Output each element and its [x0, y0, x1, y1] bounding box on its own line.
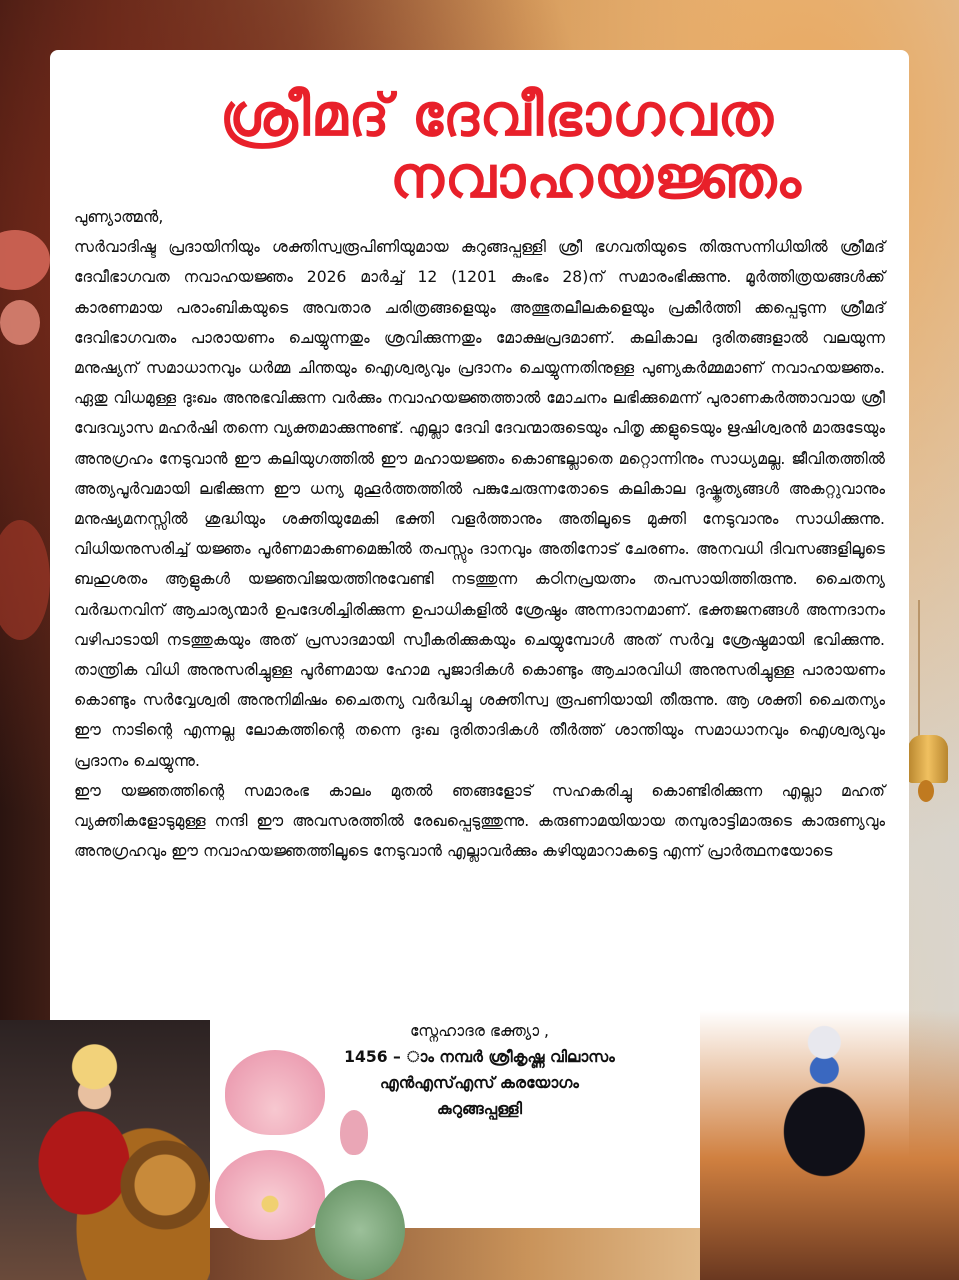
lotus-bud-icon [340, 1110, 368, 1155]
signature-line-1: 1456 – ാം നമ്പർ ശ്രീകൃഷ്ണ വിലാസം [344, 1048, 615, 1066]
title-line-2: നവാഹയജ്ഞം [390, 143, 802, 211]
salutation: പുണ്യാത്മൻ, [74, 208, 164, 226]
temple-bell-icon [908, 735, 948, 783]
lion-image [120, 1140, 210, 1230]
bell-clapper [918, 780, 934, 802]
bell-rope [918, 600, 920, 740]
background-blossom [0, 300, 40, 345]
background-blossom [0, 520, 50, 640]
title-line-1: ശ്രീമദ് ദേവീഭാഗവത [220, 81, 774, 149]
letter-body [74, 202, 885, 866]
signature-line-3: കുറുങ്ങപ്പള്ളി [437, 1100, 522, 1118]
signature-line-2: എൻഎസ്എസ് കരയോഗം [380, 1074, 579, 1092]
paragraph-2: ഈ യജ്ഞത്തിന്റെ സമാരംഭ കാലം മുതൽ ഞങ്ങളോട് സഹകരിച്ചു കൊണ്ടിരിക്കുന്ന എല്ലാ മഹത് വ്യക്തികളോടുമുള്ള നന്ദി ഈ അവസരത്തിൽ രേഖപ്പെടുത്തുന്നു. കരുണാമയിയായ തമ്പുരാട്ടിമാരുടെ കാരുണ്യവും അനുഗ്രഹവും ഈ നവാഹയജ്ഞത്തിലൂടെ നേടുവാൻ എല്ലാവർക്കും കഴിയുമാറാകട്ടെ എന്ന് പ്രാർത്ഥനയോടെ [74, 781, 885, 861]
lotus-flower-icon [215, 1150, 325, 1240]
lotus-flower-icon [225, 1050, 325, 1135]
paragraph-1: സർവാദിഷ്ട പ്രദായിനിയും ശക്തിസ്വരൂപിണിയുമായ കുറുങ്ങപ്പള്ളി ശ്രീ ഭഗവതിയുടെ തിരുസന്നിധിയിൽ ശ്രീമദ് ദേവീഭാഗവത നവാഹയജ്ഞം 2026 മാർച്ച് 12 (1201 കുംഭം 28)ന് സമാരംഭിക്കുന്നു. മൂർത്തിത്രയങ്ങൾക്ക് കാരണമായ പരാംബികയുടെ അവതാര ചരിത്രങ്ങളെയും അത്ഭുതലീലകളെയും പ്രകീർത്തി ക്കപ്പെടുന്ന ശ്രീമദ് ദേവിഭാഗവതം പാരായണം ചെയ്യുന്നതും ശ്രവിക്കുന്നതും മോക്ഷപ്രദമാണ്. കലികാല ദുരിതങ്ങളാൽ വലയുന്ന മനുഷ്യന് സമാധാനവും ധർമ്മ ചിന്തയും ഐശ്വര്യവും പ്രദാനം ചെയ്യുന്നതിനുള്ള പുണ്യകർമ്മമാണ് നവാഹയജ്ഞം. ഏതു വിധമുള്ള ദുഃഖം അനുഭവിക്കുന്ന വർക്കും നവാഹയജ്ഞത്താൽ മോചനം ലഭിക്കുമെന്ന് പുരാണകർത്താവായ ശ്രീ വേദവ്യാസ മഹർഷി തന്നെ വ്യക്തമാക്കുന്നുണ്ട്. എല്ലാ ദേവി ദേവന്മാരുടെയും പിതൃ ക്കളുടെയും ഋഷിശ്വരൻ മാരുടേയും അനുഗ്രഹം നേടുവാൻ ഈ കലിയുഗത്തിൽ ഈ മഹായജ്ഞം കൊണ്ടല്ലാതെ മറ്റൊന്നിനും സാധ്യമല്ല. ജീവിതത്തിൽ അത്യപൂർവമായി ലഭിക്കുന്ന ഈ ധന്യ മുഹൂർത്തത്തിൽ പങ്കുചേരുന്നതോടെ കലികാല ദുഷ്കൃത്യങ്ങൾ അകറ്റുവാനും മനുഷ്യമനസ്സിൽ ശുദ്ധിയും ശക്തിയുമേകി ഭക്തി വളർത്താനും അതിലൂടെ മുക്തി നേടുവാനും സാധിക്കുന്നു. വിധിയനുസരിച്ച് യജ്ഞം പൂർണമാകണമെങ്കിൽ തപസ്സും ദാനവും അതിനോട് ചേരണം. അനവധി ദിവസങ്ങളിലൂടെ ബഹുശതം ആളുകൾ യജ്ഞവിജയത്തിനുവേണ്ടി നടത്തുന്ന കഠിനപ്രയത്നം തപസായിത്തിരുന്നു. ചൈതന്യ വർദ്ധനവിന് ആചാര്യന്മാർ ഉപദേശിച്ചിരിക്കുന്ന ഉപാധികളിൽ ശ്രേഷ്ഠം അന്നദാനമാണ്. ഭക്തജനങ്ങൾ അന്നദാനം വഴിപാടായി നടത്തുകയും അത് പ്രസാദമായി സ്വീകരിക്കുകയും ചെയ്യുമ്പോൾ അത് സർവ്വ ശ്രേഷ്ഠമായി ഭവിക്കുന്നു. താന്ത്രിക വിധി അനുസരിച്ചുള്ള പൂർണമായ ഹോമ പൂജാദികൾ കൊണ്ടും ആചാരവിധി അനുസരിച്ചുള്ള പാരായണം കൊണ്ടും സർവ്വേശ്വരി അനുനിമിഷം ചൈതന്യ വർദ്ധിച്ചു ശക്തിസ്വ രൂപണിയായി തീരുന്നു. ആ ശക്തി ചൈതന്യം ഈ നാടിന്റെ എന്നല്ല ലോകത്തിന്റെ തന്നെ ദുഃഖ ദുരിതാദികൾ തീർത്ത് ശാന്തിയും സമാധാനവും ഐശ്വര്യവും പ്രദാനം ചെയ്യുന്നു. [74, 238, 885, 770]
lotus-leaf-icon [315, 1180, 405, 1280]
background-blossom [0, 230, 50, 290]
kali-image [700, 1010, 959, 1280]
closing: സ്നേഹാദര ഭക്ത്യാ , [409, 1022, 550, 1040]
